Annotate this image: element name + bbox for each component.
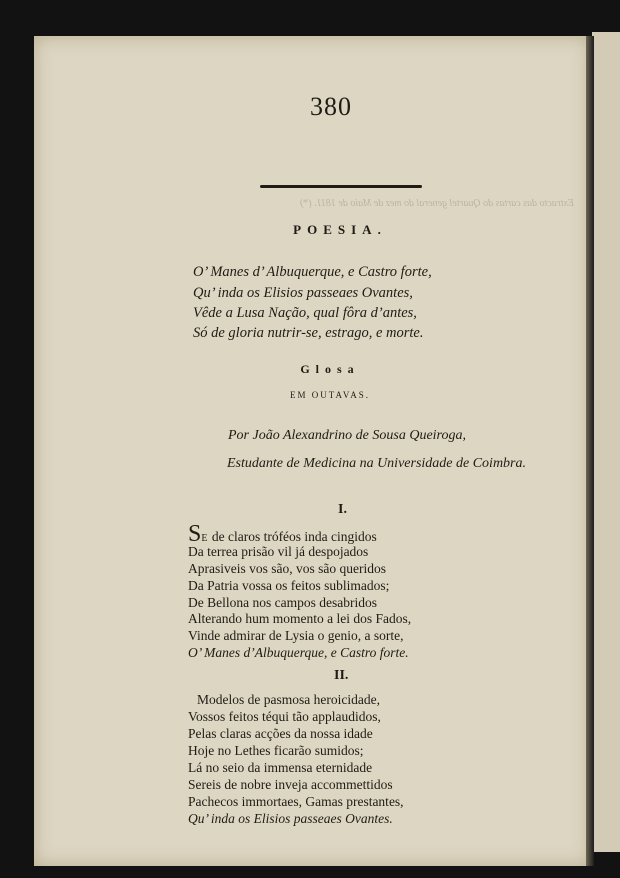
verse-line: Hoje no Lethes ficarão sumidos; (188, 743, 364, 758)
header-rule (260, 185, 422, 188)
verse-refrain: O’ Manes d’Albuquerque, e Castro forte. (188, 645, 409, 660)
verse-refrain: Qu’ inda os Elisios passeaes Ovantes. (188, 811, 393, 826)
motto-line: O’ Manes d’ Albuquerque, e Castro forte, (193, 264, 432, 280)
form-subheading: EM OUTAVAS. (290, 390, 370, 400)
verse-line: Lá no seio da immensa eternidade (188, 760, 373, 775)
facing-page-edge (592, 32, 620, 852)
verse-line: Modelos de pasmosa heroicidade, (197, 692, 380, 707)
verse-line: Da Patria vossa os feitos sublimados; (188, 578, 390, 593)
motto-line: Qu’ inda os Elisios passeaes Ovantes, (193, 285, 413, 301)
verse-line: Aprasiveis vos são, vos são queridos (188, 561, 386, 576)
verse-line: Vinde admirar de Lysia o genio, a sorte, (188, 628, 404, 643)
verse-line: Da terrea prisão vil já despojados (188, 544, 369, 559)
small-cap: E (201, 533, 209, 544)
motto-line: Vêde a Lusa Nação, qual fôra d’antes, (193, 305, 417, 321)
show-through-text: Extracto das cartas do Quartel general do mez de Maio de 1811. (*) (300, 198, 574, 209)
verse-line: Sereis de nobre inveja accommettidos (188, 777, 393, 792)
verse-line: Pelas claras acções da nossa idade (188, 726, 373, 741)
verse-line: Pachecos immortaes, Gamas prestantes, (188, 794, 404, 809)
verse-text: de claros tróféos inda cingidos (211, 529, 377, 544)
affiliation-line: Estudante de Medicina na Universidade de Coimbra. (227, 456, 527, 471)
verse-line: Vossos feitos téqui tão applaudidos, (188, 709, 381, 724)
stanza-number: II. (334, 668, 349, 683)
glosa-heading: Glosa (300, 362, 360, 376)
verse-line: De Bellona nos campos desabridos (188, 595, 377, 610)
drop-cap: S (188, 521, 202, 547)
author-line: Por João Alexandrino de Sousa Queiroga, (228, 428, 466, 443)
verse-line: Alterando hum momento a lei dos Fados, (188, 611, 412, 626)
motto-line: Só de gloria nutrir-se, estrago, e morte. (193, 325, 424, 341)
section-title: POESIA. (293, 222, 387, 237)
page-number: 380 (310, 92, 352, 121)
stanza-number: I. (338, 502, 347, 517)
page-gutter (586, 36, 594, 866)
